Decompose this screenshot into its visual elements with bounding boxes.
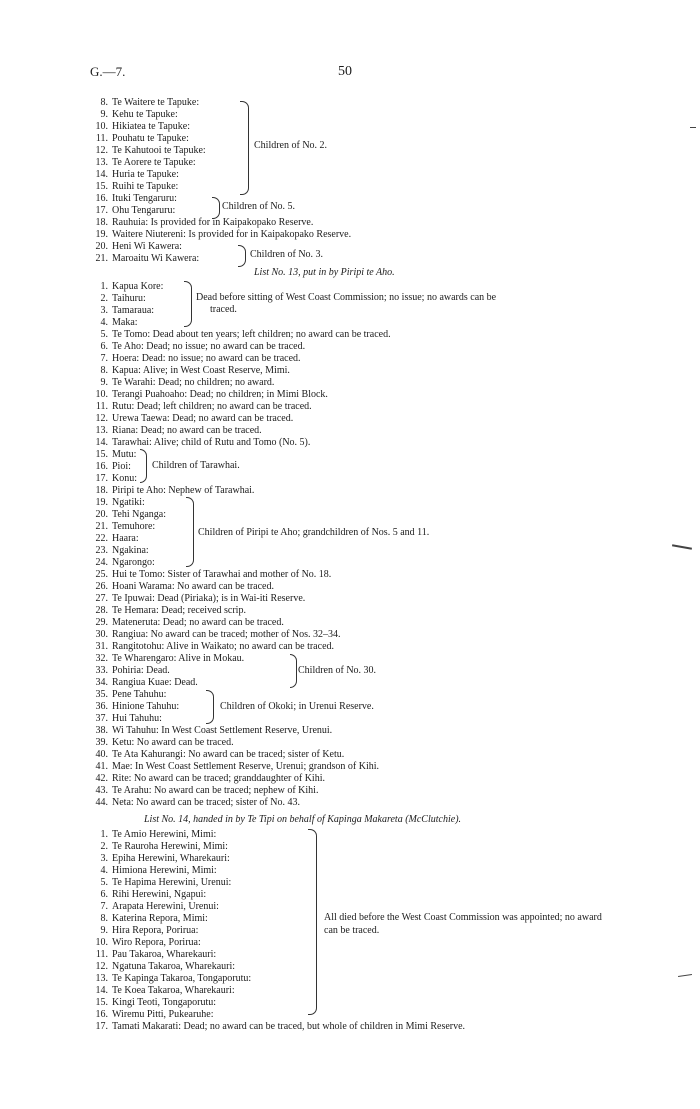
item-text: Te Ipuwai: Dead (Piriaka); is in Wai-iti Reserve. bbox=[112, 593, 306, 604]
item-text: Rauhuia: Is provided for in Kaipakopako Reserve. bbox=[112, 217, 314, 228]
item-number: 8. bbox=[100, 913, 108, 924]
item-text: Te Arahu: No award can be traced; nephew of Kihi. bbox=[112, 785, 319, 796]
item-number: 24. bbox=[95, 557, 108, 568]
item-number: 8. bbox=[100, 97, 108, 108]
item-number: 36. bbox=[95, 701, 108, 712]
item-text: Neta: No award can be traced; sister of No. 43. bbox=[112, 797, 300, 808]
item-number: 28. bbox=[95, 605, 108, 616]
item-number: 25. bbox=[95, 569, 108, 580]
item-text: Ngatuna Takaroa, Wharekauri: bbox=[112, 961, 236, 972]
item-text: Te Hapima Herewini, Urenui: bbox=[112, 877, 232, 888]
item-text: Ngarongo: bbox=[112, 557, 155, 568]
item-number: 33. bbox=[95, 665, 108, 676]
item-number: 11. bbox=[95, 133, 108, 144]
item-number: 41. bbox=[95, 761, 108, 772]
item-text: Te Ata Kahurangi: No award can be traced; sister of Ketu. bbox=[112, 749, 345, 760]
item-text: Te Wharengaro: Alive in Mokau. bbox=[112, 653, 245, 664]
item-number: 34. bbox=[95, 677, 108, 688]
item-number: 21. bbox=[95, 521, 108, 532]
item-number: 17. bbox=[95, 1021, 108, 1032]
brace bbox=[238, 245, 246, 267]
item-text: Te Rauroha Herewini, Mimi: bbox=[112, 841, 228, 852]
item-number: 10. bbox=[95, 389, 108, 400]
item-text: Ruihi te Tapuke: bbox=[112, 181, 179, 192]
item-number: 23. bbox=[95, 545, 108, 556]
item-text: Ngakina: bbox=[112, 545, 149, 556]
item-number: 7. bbox=[100, 901, 108, 912]
item-text: Terangi Puahoaho: Dead; no children; in Mimi Block. bbox=[112, 389, 328, 400]
item-text: Tehi Nganga: bbox=[112, 509, 167, 520]
item-number: 3. bbox=[100, 305, 108, 316]
note-dead-before-cont: traced. bbox=[210, 304, 237, 315]
item-number: 2. bbox=[100, 841, 108, 852]
note-piripi-children: Children of Piripi te Aho; grandchildren of Nos. 5 and 11. bbox=[198, 527, 430, 538]
brace bbox=[212, 197, 220, 219]
item-text: Ngatiki: bbox=[112, 497, 145, 508]
item-number: 16. bbox=[95, 461, 108, 472]
item-number: 39. bbox=[95, 737, 108, 748]
item-number: 9. bbox=[100, 109, 108, 120]
note-all-died: All died before the West Coast Commission was appointed; no award can be traced. bbox=[324, 912, 602, 936]
item-number: 4. bbox=[100, 317, 108, 328]
brace bbox=[140, 449, 147, 483]
item-text: Maka: bbox=[112, 317, 138, 328]
note-children-of-2: Children of No. 2. bbox=[254, 140, 328, 151]
item-text: Arapata Herewini, Urenui: bbox=[112, 901, 219, 912]
item-text: Hui Tahuhu: bbox=[112, 713, 162, 724]
item-number: 20. bbox=[95, 509, 108, 520]
item-number: 2. bbox=[100, 293, 108, 304]
item-number: 16. bbox=[95, 193, 108, 204]
item-number: 6. bbox=[100, 889, 108, 900]
item-number: 9. bbox=[100, 377, 108, 388]
item-text: Urewa Taewa: Dead; no award can be traced. bbox=[112, 413, 294, 424]
item-number: 14. bbox=[95, 985, 108, 996]
item-text: Kapua: Alive; in West Coast Reserve, Mimi. bbox=[112, 365, 290, 376]
item-text: Pioi: bbox=[112, 461, 131, 472]
item-text: Epiha Herewini, Wharekauri: bbox=[112, 853, 230, 864]
item-text: Taihuru: bbox=[112, 293, 146, 304]
item-text: Te Hemara: Dead; received scrip. bbox=[112, 605, 246, 616]
item-number: 13. bbox=[95, 973, 108, 984]
item-text: Te Amio Herewini, Mimi: bbox=[112, 829, 217, 840]
item-text: Mateneruta: Dead; no award can be traced. bbox=[112, 617, 284, 628]
item-number: 6. bbox=[100, 341, 108, 352]
document-code: G.—7. bbox=[90, 64, 126, 79]
item-text: Hikiatea te Tapuke: bbox=[112, 121, 190, 132]
item-number: 37. bbox=[95, 713, 108, 724]
item-number: 14. bbox=[95, 169, 108, 180]
list-13-caption: List No. 13, put in by Piripi te Aho. bbox=[254, 267, 395, 278]
item-text: Pohiria: Dead. bbox=[112, 665, 170, 676]
page-number: 50 bbox=[338, 64, 352, 79]
item-number: 13. bbox=[95, 157, 108, 168]
note-children-of-5: Children of No. 5. bbox=[222, 201, 296, 212]
item-number: 18. bbox=[95, 217, 108, 228]
item-number: 18. bbox=[95, 485, 108, 496]
item-text: Temuhore: bbox=[112, 521, 156, 532]
item-text: Tamati Makarati: Dead; no award can be traced, but whole of children in Mimi Reserve. bbox=[112, 1021, 466, 1032]
item-number: 38. bbox=[95, 725, 108, 736]
item-text: Te Kahutooi te Tapuke: bbox=[112, 145, 206, 156]
item-number: 20. bbox=[95, 241, 108, 252]
brace bbox=[186, 497, 194, 567]
item-text: Riana: Dead; no award can be traced. bbox=[112, 425, 262, 436]
item-text: Huria te Tapuke: bbox=[112, 169, 179, 180]
item-text: Hoani Warama: No award can be traced. bbox=[112, 581, 274, 592]
margin-mark bbox=[690, 127, 696, 128]
item-number: 22. bbox=[95, 533, 108, 544]
item-text: Tamaraua: bbox=[112, 305, 155, 316]
margin-mark bbox=[678, 974, 692, 977]
item-text: Rangiua Kuae: Dead. bbox=[112, 677, 198, 688]
item-number: 32. bbox=[95, 653, 108, 664]
item-text: Te Aorere te Tapuke: bbox=[112, 157, 196, 168]
item-text: Konu: bbox=[112, 473, 137, 484]
item-number: 10. bbox=[95, 121, 108, 132]
margin-mark bbox=[672, 544, 692, 549]
item-text: Mae: In West Coast Settlement Reserve, Urenui; grandson of Kihi. bbox=[112, 761, 380, 772]
item-number: 9. bbox=[100, 925, 108, 936]
item-number: 14. bbox=[95, 437, 108, 448]
item-text: Rutu: Dead; left children; no award can be traced. bbox=[112, 401, 312, 412]
item-text: Te Waitere te Tapuke: bbox=[112, 97, 200, 108]
item-number: 1. bbox=[100, 281, 108, 292]
item-number: 17. bbox=[95, 205, 108, 216]
list-14-caption: List No. 14, handed in by Te Tipi on behalf of Kapinga Makareta (McClutchie). bbox=[144, 814, 462, 825]
item-text: Himiona Herewini, Mimi: bbox=[112, 865, 217, 876]
item-text: Haara: bbox=[112, 533, 139, 544]
brace bbox=[290, 654, 297, 688]
item-text: Hoera: Dead: no issue; no award can be traced. bbox=[112, 353, 301, 364]
item-text: Kehu te Tapuke: bbox=[112, 109, 178, 120]
item-number: 35. bbox=[95, 689, 108, 700]
item-text: Wiro Repora, Porirua: bbox=[112, 937, 201, 948]
item-text: Wiremu Pitti, Pukearuhe: bbox=[112, 1009, 214, 1020]
item-text: Pouhatu te Tapuke: bbox=[112, 133, 189, 144]
item-text: Kapua Kore: bbox=[112, 281, 164, 292]
note-dead-before: Dead before sitting of West Coast Commission; no issue; no awards can be bbox=[196, 292, 497, 303]
item-number: 11. bbox=[95, 401, 108, 412]
item-number: 27. bbox=[95, 593, 108, 604]
item-text: Ketu: No award can be traced. bbox=[112, 737, 234, 748]
item-text: Rite: No award can be traced; granddaughter of Kihi. bbox=[112, 773, 325, 784]
item-text: Te Kapinga Takaroa, Tongaporutu: bbox=[112, 973, 252, 984]
item-number: 26. bbox=[95, 581, 108, 592]
item-text: Ituki Tengaruru: bbox=[112, 193, 177, 204]
note-children-of-3: Children of No. 3. bbox=[250, 249, 324, 260]
note-tarawhai-children: Children of Tarawhai. bbox=[152, 460, 240, 471]
note-no30-children: Children of No. 30. bbox=[298, 665, 377, 676]
item-number: 1. bbox=[100, 829, 108, 840]
item-number: 21. bbox=[95, 253, 108, 264]
item-text: Hira Repora, Porirua: bbox=[112, 925, 199, 936]
item-text: Pene Tahuhu: bbox=[112, 689, 167, 700]
item-text: Te Warahi: Dead; no children; no award. bbox=[112, 377, 275, 388]
item-number: 44. bbox=[95, 797, 108, 808]
item-number: 17. bbox=[95, 473, 108, 484]
brace bbox=[206, 690, 214, 724]
item-number: 15. bbox=[95, 449, 108, 460]
item-number: 12. bbox=[95, 145, 108, 156]
item-number: 12. bbox=[95, 413, 108, 424]
item-number: 8. bbox=[100, 365, 108, 376]
item-text: Katerina Repora, Mimi: bbox=[112, 913, 208, 924]
item-text: Rangiua: No award can be traced; mother of Nos. 32–34. bbox=[112, 629, 341, 640]
item-number: 42. bbox=[95, 773, 108, 784]
item-number: 4. bbox=[100, 865, 108, 876]
item-number: 16. bbox=[95, 1009, 108, 1020]
item-text: Te Aho: Dead; no issue; no award can be traced. bbox=[112, 341, 306, 352]
item-number: 19. bbox=[95, 497, 108, 508]
item-text: Rangitotohu: Alive in Waikato; no award can be traced. bbox=[112, 641, 335, 652]
item-number: 43. bbox=[95, 785, 108, 796]
brace bbox=[184, 281, 192, 327]
item-text: Piripi te Aho: Nephew of Tarawhai. bbox=[112, 485, 255, 496]
item-text: Waitere Niutereni: Is provided for in Kaipakopako Reserve. bbox=[112, 229, 352, 240]
item-number: 13. bbox=[95, 425, 108, 436]
item-text: Kingi Teoti, Tongaporutu: bbox=[112, 997, 217, 1008]
item-number: 11. bbox=[95, 949, 108, 960]
item-number: 31. bbox=[95, 641, 108, 652]
item-text: Wi Tahuhu: In West Coast Settlement Reserve, Urenui. bbox=[112, 725, 333, 736]
item-number: 5. bbox=[100, 329, 108, 340]
item-number: 3. bbox=[100, 853, 108, 864]
item-text: Mutu: bbox=[112, 449, 137, 460]
brace bbox=[308, 829, 317, 1015]
item-number: 15. bbox=[95, 997, 108, 1008]
item-text: Heni Wi Kawera: bbox=[112, 241, 182, 252]
item-number: 7. bbox=[100, 353, 108, 364]
item-number: 40. bbox=[95, 749, 108, 760]
item-number: 19. bbox=[95, 229, 108, 240]
item-text: Hui te Tomo: Sister of Tarawhai and mother of No. 18. bbox=[112, 569, 332, 580]
item-text: Ohu Tengaruru: bbox=[112, 205, 176, 216]
note-okoki-children: Children of Okoki; in Urenui Reserve. bbox=[220, 701, 374, 712]
item-number: 15. bbox=[95, 181, 108, 192]
item-text: Tarawhai: Alive; child of Rutu and Tomo (No. 5). bbox=[112, 437, 311, 448]
brace bbox=[240, 101, 249, 195]
item-text: Pau Takaroa, Wharekauri: bbox=[112, 949, 217, 960]
item-text: Rihi Herewini, Ngapui: bbox=[112, 889, 207, 900]
item-number: 10. bbox=[95, 937, 108, 948]
item-text: Maroaitu Wi Kawera: bbox=[112, 253, 200, 264]
item-text: Te Tomo: Dead about ten years; left children; no award can be traced. bbox=[112, 329, 391, 340]
item-number: 29. bbox=[95, 617, 108, 628]
item-text: Te Koea Takaroa, Wharekauri: bbox=[112, 985, 235, 996]
item-number: 30. bbox=[95, 629, 108, 640]
item-number: 5. bbox=[100, 877, 108, 888]
item-text: Hinione Tahuhu: bbox=[112, 701, 180, 712]
item-number: 12. bbox=[95, 961, 108, 972]
